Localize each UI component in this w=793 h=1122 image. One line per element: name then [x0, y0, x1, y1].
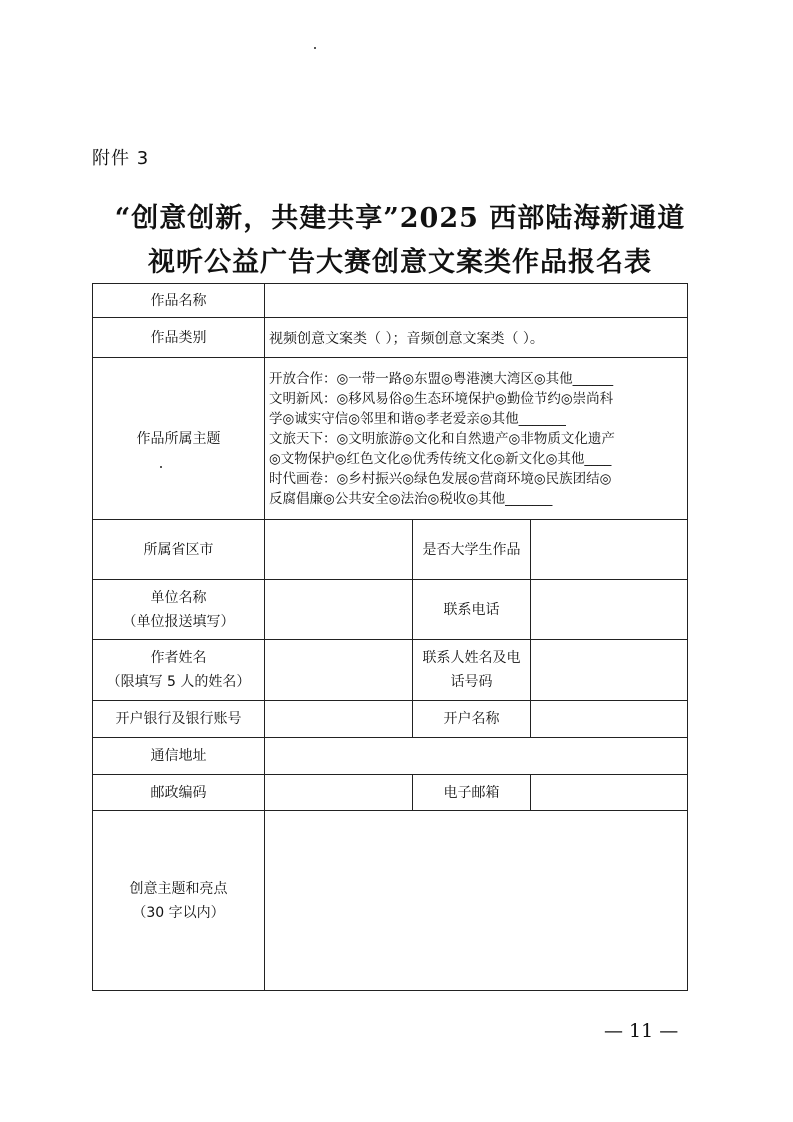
theme-line: 反腐倡廉◎公共安全◎法治◎税收◎其他_______: [269, 490, 553, 507]
theme-line: 时代画卷：◎乡村振兴◎绿色发展◎营商环境◎民族团结◎: [269, 470, 612, 487]
author-label-cell: [93, 640, 265, 701]
account-name-label: 开户名称: [413, 701, 531, 738]
form-row-bank: [93, 701, 688, 738]
author-note: （限填写 5 人的姓名）: [106, 674, 251, 690]
contact-label: 联系人姓名及电话号码: [413, 640, 531, 701]
theme-options-field[interactable]: [265, 358, 688, 520]
postcode-label: 邮政编码: [93, 775, 265, 811]
form-row-author: [93, 640, 688, 701]
form-row-province: [93, 520, 688, 580]
form-row-highlights: [93, 811, 688, 991]
highlights-note: （30 字以内）: [132, 904, 225, 921]
form-row-org: [93, 580, 688, 640]
province-label: 所属省区市: [93, 520, 265, 580]
author-field[interactable]: [265, 640, 413, 701]
highlights-label: 创意主题和亮点: [129, 880, 228, 897]
contact-field[interactable]: [531, 640, 688, 701]
province-field[interactable]: [265, 520, 413, 580]
author-label: 作者姓名: [150, 650, 207, 666]
work-category-field[interactable]: 视频创意文案类（ ）；音频创意文案类（ ）。: [265, 318, 688, 358]
phone-label: 联系电话: [413, 580, 531, 640]
highlights-label-cell: [93, 811, 265, 991]
work-name-field[interactable]: [265, 284, 688, 318]
page-number: — 11 —: [604, 1020, 679, 1042]
form-title-line2: 视听公益广告大赛创意文案类作品报名表: [148, 247, 652, 278]
form-row-work-category: [93, 318, 688, 358]
account-name-field[interactable]: [531, 701, 688, 738]
theme-line: ◎文物保护◎红色文化◎优秀传统文化◎新文化◎其他____: [269, 450, 612, 467]
theme-line: 文旅天下：◎文明旅游◎文化和自然遗产◎非物质文化遗产: [269, 430, 615, 447]
work-category-label: 作品类别: [93, 318, 265, 358]
email-field[interactable]: [531, 775, 688, 811]
attachment-label: 附件 3: [92, 148, 150, 169]
form-row-theme: [93, 358, 688, 520]
theme-line: 学◎诚实守信◎邻里和谐◎孝老爱亲◎其他_______: [269, 410, 566, 427]
registration-form-table: [92, 283, 688, 991]
form-title-line1: “创意创新，共建共享”2025 西部陆海新通道: [114, 203, 686, 234]
org-note: （单位报送填写）: [122, 613, 235, 630]
org-field[interactable]: [265, 580, 413, 640]
postcode-field[interactable]: [265, 775, 413, 811]
college-field[interactable]: [531, 520, 688, 580]
theme-line: 文明新风：◎移风易俗◎生态环境保护◎勤俭节约◎崇尚科: [269, 390, 614, 407]
theme-line: 开放合作：◎一带一路◎东盟◎粤港澳大湾区◎其他______: [269, 370, 614, 387]
highlights-field[interactable]: [265, 811, 688, 991]
address-label: 通信地址: [93, 738, 265, 775]
work-name-label: 作品名称: [93, 284, 265, 318]
org-label: 单位名称: [150, 589, 207, 606]
scan-speck: [314, 47, 316, 49]
phone-field[interactable]: [531, 580, 688, 640]
email-label: 电子邮箱: [413, 775, 531, 811]
form-row-work-name: [93, 284, 688, 318]
bank-field[interactable]: [265, 701, 413, 738]
theme-label: 作品所属主题: [93, 358, 265, 520]
form-row-postcode: [93, 775, 688, 811]
address-field[interactable]: [265, 738, 688, 775]
college-label: 是否大学生作品: [413, 520, 531, 580]
org-label-cell: [93, 580, 265, 640]
bank-label: 开户银行及银行账号: [93, 701, 265, 738]
form-row-address: [93, 738, 688, 775]
